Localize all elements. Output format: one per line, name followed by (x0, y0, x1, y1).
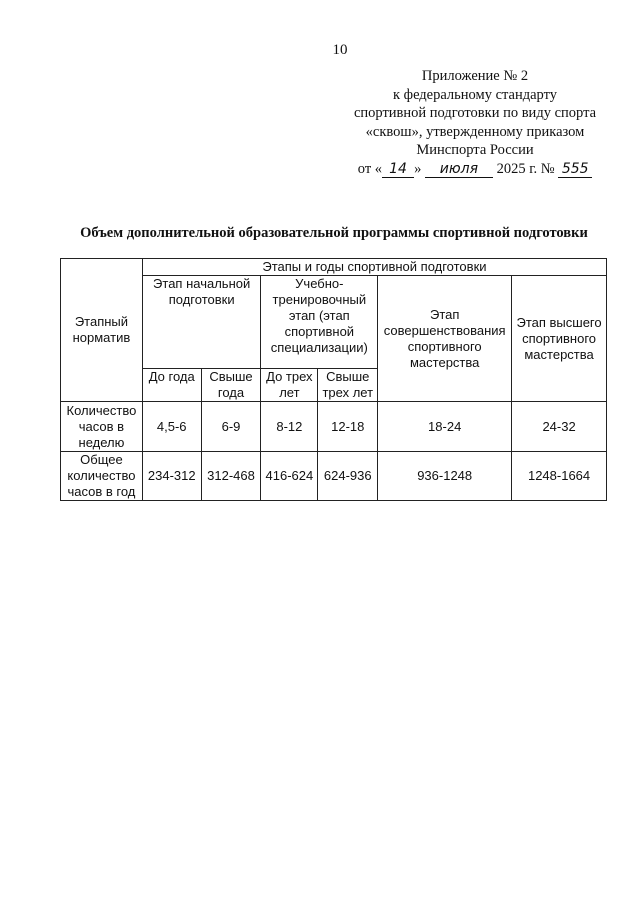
order-date-line (340, 160, 610, 179)
subheader-cell: Свыше трех лет (318, 369, 378, 402)
page-number: 10 (332, 42, 348, 58)
table-row (61, 452, 607, 501)
row-label-cell: Количество часов в неделю (61, 402, 143, 452)
value-cell: 8-12 (261, 402, 318, 452)
appendix-line: спортивной подготовки по виду спорта (353, 105, 597, 121)
value-cell: 1248-1664 (512, 452, 607, 501)
value-cell: 234-312 (142, 452, 201, 501)
row-header-cell: Этапный норматив (61, 259, 143, 402)
table-row (61, 402, 607, 452)
value-cell: 936-1248 (378, 452, 512, 501)
value-cell: 624-936 (318, 452, 378, 501)
value-cell: 312-468 (201, 452, 261, 501)
value-cell: 12-18 (318, 402, 378, 452)
appendix-line: Минспорта России (416, 142, 534, 158)
date-prefix: от « (357, 160, 383, 177)
value-cell: 6-9 (201, 402, 261, 452)
appendix-line: Приложение № 2 (421, 68, 529, 84)
value-cell: 24-32 (512, 402, 607, 452)
appendix-line: к федеральному стандарту (393, 86, 557, 103)
handwritten-month: июля (425, 161, 493, 178)
appendix-line: «сквош», утвержденному приказом (365, 123, 585, 140)
value-cell: 4,5-6 (142, 402, 201, 452)
stage-highest-header: Этап высшего спортивного мастерства (512, 276, 607, 402)
document-title: Объем дополнительной образовательной программы спортивной подготовки (80, 225, 588, 241)
appendix-header (340, 67, 610, 178)
stage-initial-header: Этап начальной подготовки (142, 276, 261, 369)
stage-improvement-header: Этап совершенствования спортивного мастерства (378, 276, 512, 402)
value-cell: 416-624 (261, 452, 318, 501)
program-volume-table (60, 258, 607, 501)
value-cell: 18-24 (378, 402, 512, 452)
subheader-cell: Свыше года (201, 369, 261, 402)
handwritten-day: 14 (382, 161, 414, 178)
stage-training-header: Учебно-тренировочный этап (этап спортивной специализации) (261, 276, 378, 369)
year-text: 2025 г. № (496, 160, 555, 177)
subheader-cell: До трех лет (261, 369, 318, 402)
subheader-cell: До года (142, 369, 201, 402)
day-suffix: » (414, 160, 422, 177)
row-label-cell: Общее количество часов в год (61, 452, 143, 501)
handwritten-order-number: 555 (558, 161, 592, 178)
group-header-cell: Этапы и годы спортивной подготовки (142, 259, 606, 276)
